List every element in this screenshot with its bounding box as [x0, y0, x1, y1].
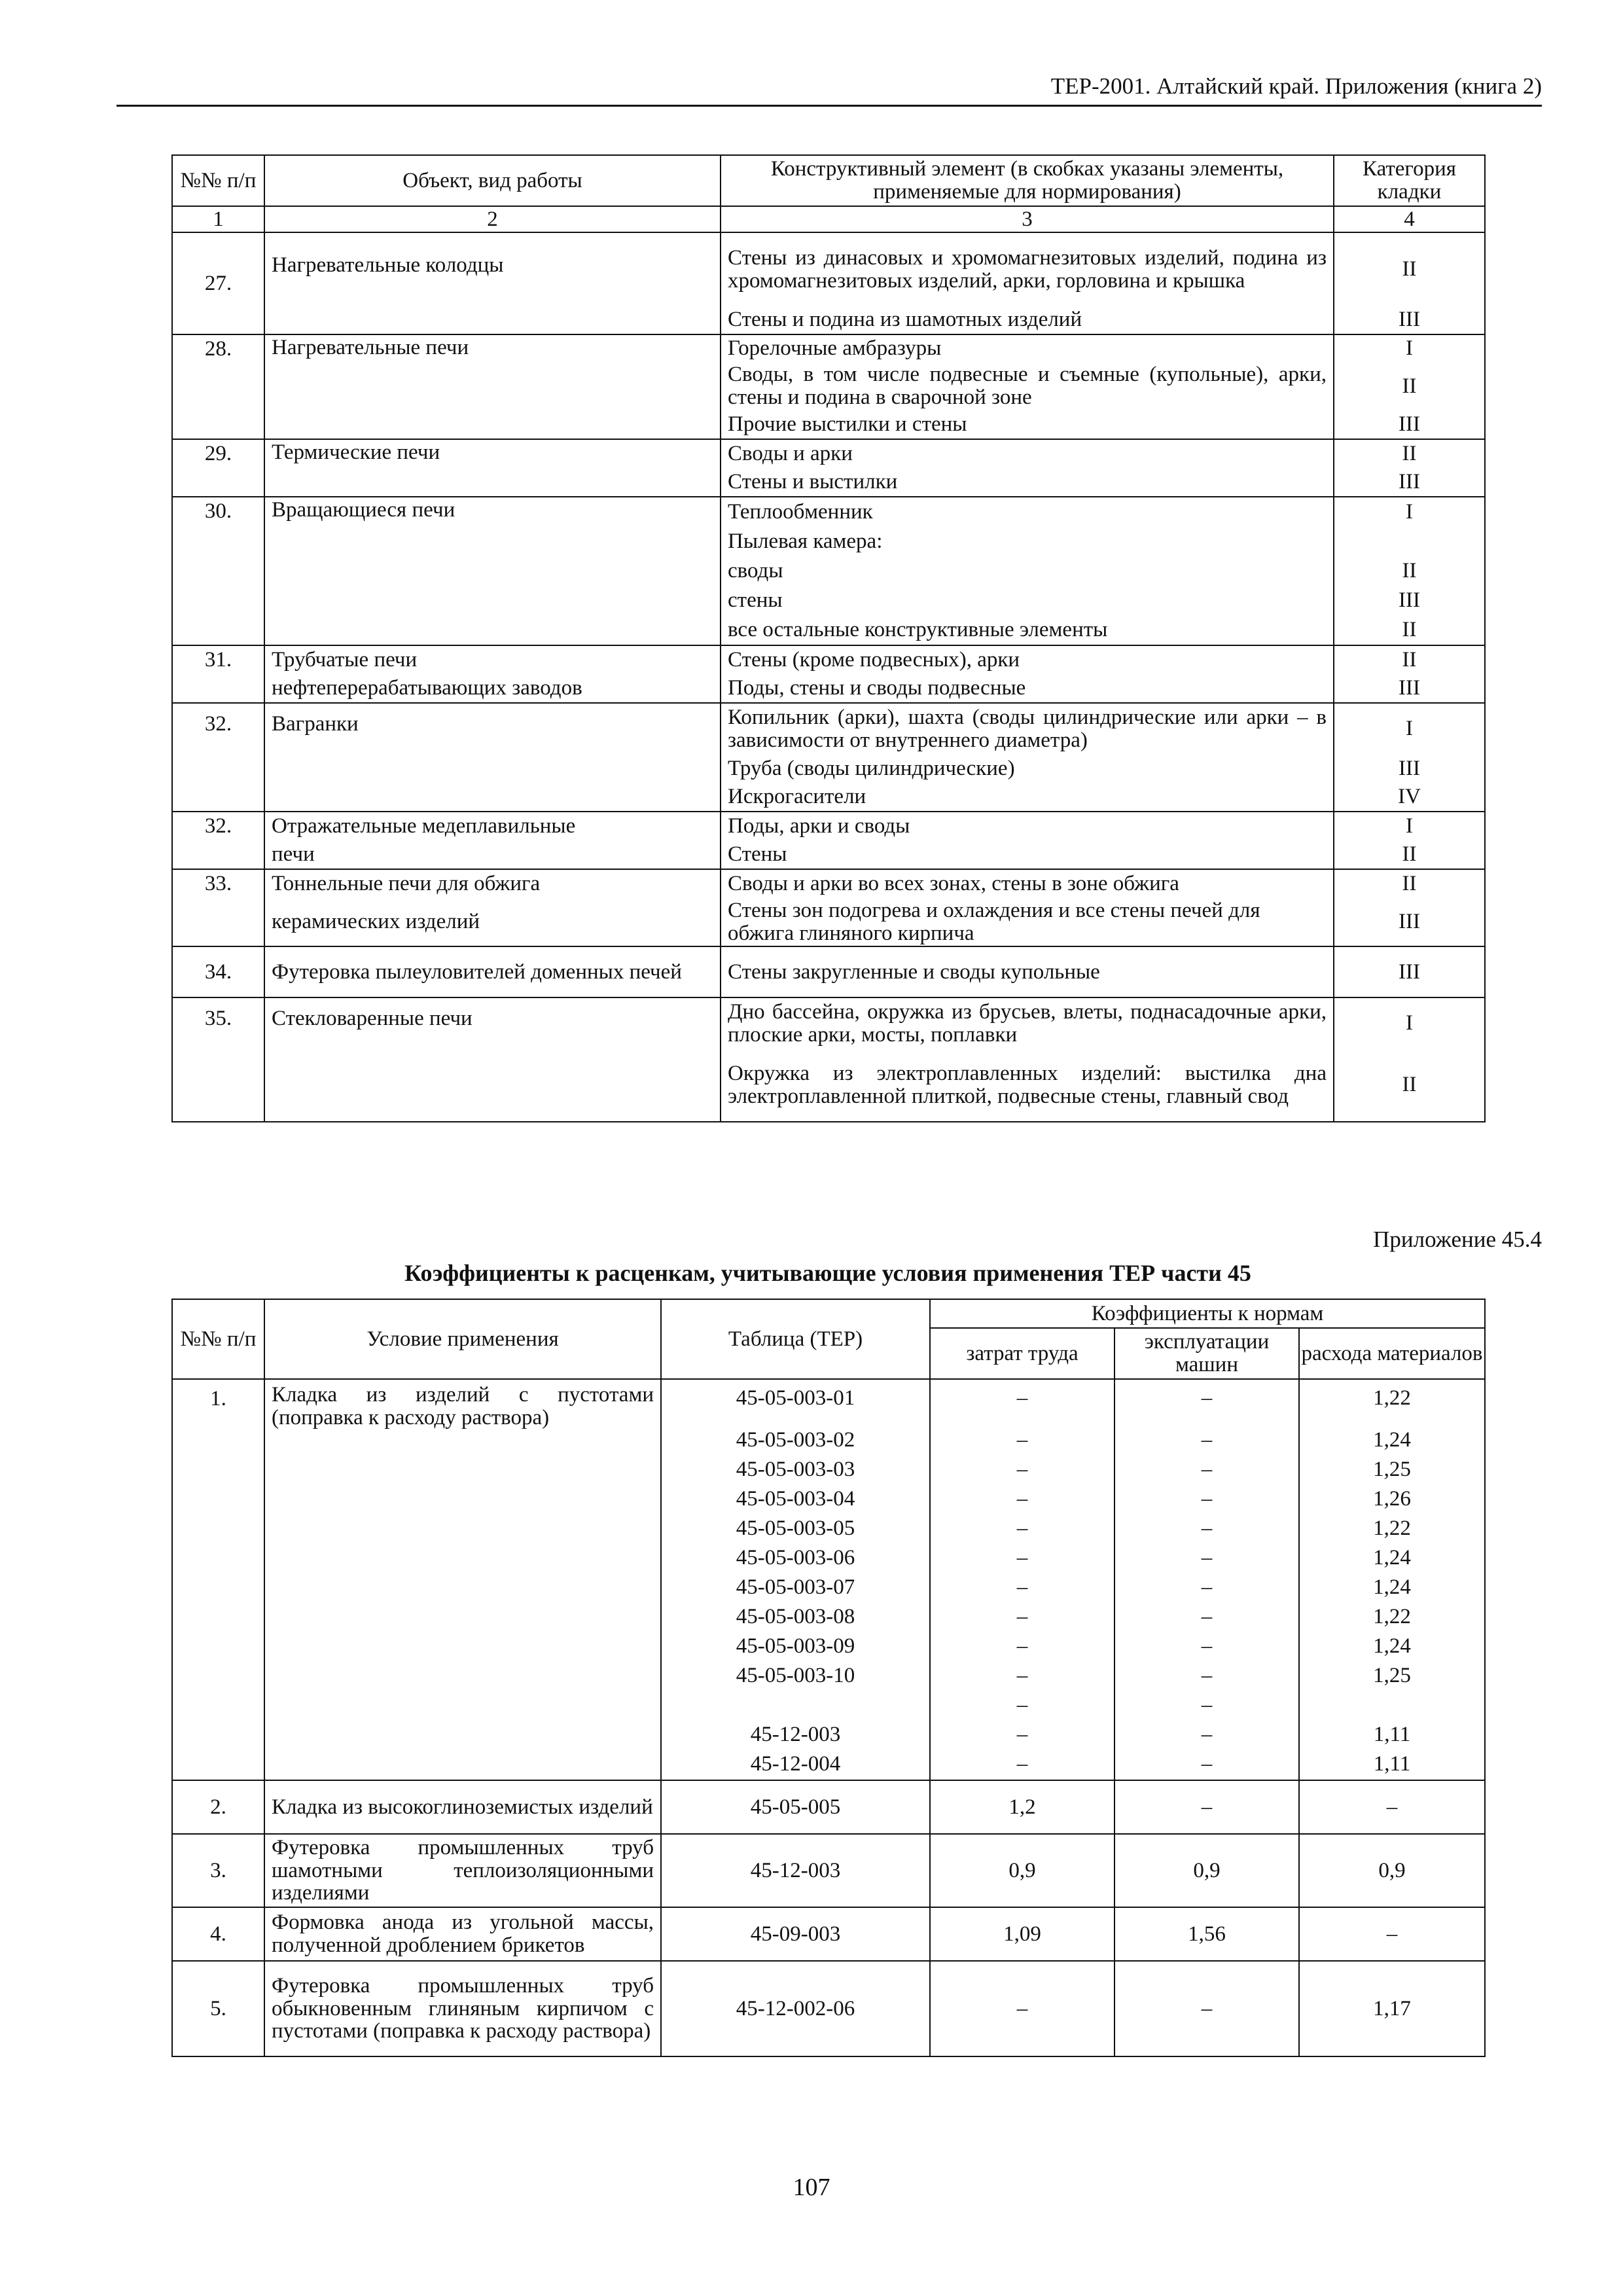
- row-category: II: [1334, 645, 1485, 674]
- row-element: Дно бассейна, окружка из брусьев, влеты, поднасадочные арки, плоские арки, мосты, поплавки: [721, 997, 1334, 1049]
- subline-labor: –: [1016, 1693, 1028, 1717]
- row-element: Своды, в том числе подвесные и съемные (купольные), арки, стены и подина в сварочной зоне: [721, 362, 1334, 410]
- page-number: 107: [793, 2174, 830, 2201]
- row-element: Искрогасители: [721, 783, 1334, 812]
- header-materials: расхода материалов: [1299, 1328, 1485, 1379]
- subline-materials: 1,22: [1373, 1516, 1411, 1540]
- row-object: печи: [264, 840, 721, 869]
- row-material-values: [1299, 1379, 1485, 1780]
- row-category: I: [1334, 997, 1485, 1049]
- subline-labor: –: [1016, 1664, 1028, 1687]
- header-coef-group: Коэффициенты к нормам: [930, 1299, 1485, 1328]
- subline-materials: 1,22: [1373, 1605, 1411, 1628]
- subline-machines: –: [1201, 1386, 1213, 1410]
- row-category: II: [1334, 869, 1485, 898]
- row-num: 31.: [172, 645, 264, 703]
- row-num: 30.: [172, 497, 264, 645]
- row-element: Стены (кроме подвесных), арки: [721, 645, 1334, 674]
- row-materials: 1,17: [1299, 1961, 1485, 2056]
- row-object: нефтеперерабатывающих заводов: [264, 674, 721, 703]
- row-materials: –: [1299, 1780, 1485, 1834]
- row-materials: 0,9: [1299, 1834, 1485, 1907]
- subline-materials: 1,22: [1373, 1386, 1411, 1410]
- subline-table-code: 45-05-003-09: [736, 1634, 855, 1658]
- subline-machines: –: [1201, 1693, 1213, 1717]
- colnum-4: 4: [1334, 206, 1485, 232]
- subline-table-code: 45-05-003-05: [736, 1516, 855, 1540]
- table-row: [172, 1834, 1485, 1907]
- table-row: [172, 946, 1485, 997]
- subline-labor: –: [1016, 1487, 1028, 1511]
- row-object: Трубчатые печи: [264, 645, 721, 674]
- table-row: [172, 997, 1485, 1049]
- row-num: 3.: [172, 1834, 264, 1907]
- row-condition: Кладка из высокоглиноземистых изделий: [264, 1780, 661, 1834]
- row-num: 32.: [172, 703, 264, 812]
- subline-machines: –: [1201, 1458, 1213, 1481]
- row-materials: –: [1299, 1907, 1485, 1961]
- subline-materials: 1,24: [1373, 1546, 1411, 1570]
- row-num: 32.: [172, 812, 264, 869]
- header-object: Объект, вид работы: [264, 155, 721, 206]
- row-object: Нагревательные колодцы: [264, 232, 721, 334]
- subline-labor: –: [1016, 1516, 1028, 1540]
- subline-materials: 1,24: [1373, 1575, 1411, 1599]
- table-row: [172, 334, 1485, 362]
- row-table: 45-12-002-06: [661, 1961, 930, 2056]
- row-object: Стекловаренные печи: [264, 997, 721, 1122]
- row-element: все остальные конструктивные элементы: [721, 615, 1334, 645]
- row-category: III: [1334, 306, 1485, 334]
- row-condition: Футеровка промышленных труб обыкновенным глиняным кирпичом с пустотами (поправка к расходу раствора): [264, 1961, 661, 2056]
- header-title: ТЕР-2001. Алтайский край. Приложения (книга 2): [1050, 73, 1542, 99]
- table-row: [172, 1961, 1485, 2056]
- table-row: [172, 439, 1485, 468]
- subline-table-code: 45-05-003-03: [736, 1458, 855, 1481]
- subline-labor: –: [1016, 1575, 1028, 1599]
- row-category: III: [1334, 586, 1485, 615]
- table-row: [172, 674, 1485, 703]
- row-element: Стены зон подогрева и охлаждения и все стены печей для обжига глиняного кирпича: [721, 898, 1334, 946]
- row-num: 27.: [172, 232, 264, 334]
- row-element: Теплообменник: [721, 497, 1334, 527]
- colnum-1: 1: [172, 206, 264, 232]
- row-element: своды: [721, 556, 1334, 586]
- row-machines: –: [1115, 1780, 1299, 1834]
- row-num: 33.: [172, 869, 264, 946]
- row-condition: Кладка из изделий с пустотами (поправка к расходу раствора): [264, 1379, 661, 1780]
- row-category: I: [1334, 334, 1485, 362]
- subline-machines: –: [1201, 1575, 1213, 1599]
- colnum-2: 2: [264, 206, 721, 232]
- header-num: №№ п/п: [172, 1299, 264, 1379]
- table-row: [172, 840, 1485, 869]
- row-num: 2.: [172, 1780, 264, 1834]
- row-element: Горелочные амбразуры: [721, 334, 1334, 362]
- running-header: [116, 71, 1542, 107]
- row-element: стены: [721, 586, 1334, 615]
- subline-table-code: 45-05-003-06: [736, 1546, 855, 1570]
- row-category: I: [1334, 497, 1485, 527]
- row-category: II: [1334, 840, 1485, 869]
- table-row: [172, 869, 1485, 898]
- row-element: Стены и выстилки: [721, 468, 1334, 497]
- subline-materials: [1300, 1691, 1484, 1720]
- row-category: I: [1334, 812, 1485, 840]
- column-number-row: [172, 206, 1485, 232]
- masonry-category-table: [171, 154, 1486, 1122]
- subline-table-code: 45-05-003-02: [736, 1428, 855, 1452]
- row-category: II: [1334, 362, 1485, 410]
- subline-machines: –: [1201, 1605, 1213, 1628]
- subline-labor: –: [1016, 1605, 1028, 1628]
- row-object: Нагревательные печи: [264, 334, 721, 439]
- row-num: 1.: [172, 1379, 264, 1780]
- row-element: Своды и арки во всех зонах, стены в зоне обжига: [721, 869, 1334, 898]
- row-element: Своды и арки: [721, 439, 1334, 468]
- row-machines: 1,56: [1115, 1907, 1299, 1961]
- row-category: II: [1334, 615, 1485, 645]
- row-object: Вагранки: [264, 703, 721, 812]
- subline-machines: –: [1201, 1634, 1213, 1658]
- subline-table-code: 45-12-004: [750, 1752, 841, 1776]
- subline-table-code: 45-05-003-04: [736, 1487, 855, 1511]
- row-element: Прочие выстилки и стены: [721, 410, 1334, 439]
- row-object: Футеровка пылеуловителей доменных печей: [264, 946, 721, 997]
- subline-machines: –: [1201, 1487, 1213, 1511]
- table-caption: Коэффициенты к расценкам, учитывающие условия применения ТЕР части 45: [404, 1260, 1251, 1286]
- row-object: керамических изделий: [264, 898, 721, 946]
- subline-labor: –: [1016, 1428, 1028, 1452]
- row-object: Отражательные медеплавильные: [264, 812, 721, 840]
- subline-labor: –: [1016, 1458, 1028, 1481]
- table-row: [172, 497, 1485, 527]
- row-labor-values: [930, 1379, 1115, 1780]
- header-num: №№ п/п: [172, 155, 264, 206]
- subline-table-code: 45-05-003-10: [736, 1664, 855, 1687]
- row-element: Стены из динасовых и хромомагнезитовых изделий, подина из хромомагнезитовых изделий, арки, горловина и крышка: [721, 232, 1334, 306]
- row-element: Пылевая камера:: [721, 527, 1334, 556]
- subline-labor: –: [1016, 1634, 1028, 1658]
- row-num: 4.: [172, 1907, 264, 1961]
- row-element: Стены и подина из шамотных изделий: [721, 306, 1334, 334]
- row-category: II: [1334, 439, 1485, 468]
- subline-machines: –: [1201, 1516, 1213, 1540]
- row-category: III: [1334, 946, 1485, 997]
- subline-materials: 1,24: [1373, 1634, 1411, 1658]
- colnum-3: 3: [721, 206, 1334, 232]
- table-row: [172, 703, 1485, 754]
- subline-machines: –: [1201, 1428, 1213, 1452]
- row-category: III: [1334, 754, 1485, 783]
- table-row: [172, 812, 1485, 840]
- row-condition: Футеровка промышленных труб шамотными теплоизоляционными изделиями: [264, 1834, 661, 1907]
- row-element: Поды, арки и своды: [721, 812, 1334, 840]
- subline-machines: –: [1201, 1546, 1213, 1570]
- subline-materials: 1,25: [1373, 1664, 1411, 1687]
- row-category: III: [1334, 410, 1485, 439]
- header-element: Конструктивный элемент (в скобках указаны элементы, применяемые для нормирования): [721, 155, 1334, 206]
- subline-labor: –: [1016, 1386, 1028, 1410]
- header-table: Таблица (ТЕР): [661, 1299, 930, 1379]
- row-category: II: [1334, 556, 1485, 586]
- row-labor: 1,09: [930, 1907, 1115, 1961]
- subline-materials: 1,11: [1373, 1752, 1411, 1776]
- subline-table-code: 45-05-003-08: [736, 1605, 855, 1628]
- subline-labor: –: [1016, 1723, 1028, 1746]
- row-category: I: [1334, 703, 1485, 754]
- row-category: II: [1334, 1049, 1485, 1122]
- row-object: Тоннельные печи для обжига: [264, 869, 721, 898]
- row-category: III: [1334, 674, 1485, 703]
- row-num: 29.: [172, 439, 264, 497]
- row-category: III: [1334, 898, 1485, 946]
- table-header-row: [172, 1299, 1485, 1328]
- row-category: III: [1334, 468, 1485, 497]
- row-table: 45-12-003: [661, 1834, 930, 1907]
- row-element: Труба (своды цилиндрические): [721, 754, 1334, 783]
- subline-machines: –: [1201, 1723, 1213, 1746]
- subline-labor: –: [1016, 1752, 1028, 1776]
- subline-machines: –: [1201, 1664, 1213, 1687]
- row-category: II: [1334, 232, 1485, 306]
- row-num: 28.: [172, 334, 264, 439]
- row-table-codes: [661, 1379, 930, 1780]
- table-row: [172, 1780, 1485, 1834]
- row-object: Термические печи: [264, 439, 721, 497]
- subline-table-code: 45-05-003-01: [736, 1386, 855, 1410]
- row-element: Копильник (арки), шахта (своды цилиндрические или арки – в зависимости от внутреннего диаметра): [721, 703, 1334, 754]
- subline-table-code: 45-12-003: [750, 1723, 841, 1746]
- row-element: Поды, стены и своды подвесные: [721, 674, 1334, 703]
- row-element: Стены закругленные и своды купольные: [721, 946, 1334, 997]
- header-category: Категория кладки: [1334, 155, 1485, 206]
- row-machines: 0,9: [1115, 1834, 1299, 1907]
- subline-materials: 1,24: [1373, 1428, 1411, 1452]
- table-row: [172, 1379, 1485, 1780]
- table-row: [172, 232, 1485, 306]
- row-condition: Формовка анода из угольной массы, полученной дроблением брикетов: [264, 1907, 661, 1961]
- row-element: Окружка из электроплавленных изделий: выстилка дна электроплавленной плиткой, подвесные стены, главный свод: [721, 1049, 1334, 1122]
- subline-materials: 1,25: [1373, 1458, 1411, 1481]
- table-row: [172, 898, 1485, 946]
- row-labor: 1,2: [930, 1780, 1115, 1834]
- subline-materials: 1,11: [1373, 1723, 1411, 1746]
- table-header-row: [172, 155, 1485, 206]
- row-labor: –: [930, 1961, 1115, 2056]
- row-num: 5.: [172, 1961, 264, 2056]
- row-category: IV: [1334, 783, 1485, 812]
- subline-table-code: 45-05-003-07: [736, 1575, 855, 1599]
- row-labor: 0,9: [930, 1834, 1115, 1907]
- row-category: [1334, 527, 1485, 556]
- coefficients-table: [171, 1299, 1486, 2057]
- subline-labor: –: [1016, 1546, 1028, 1570]
- table-row: [172, 645, 1485, 674]
- row-object: Вращающиеся печи: [264, 497, 721, 645]
- table-row: [172, 1907, 1485, 1961]
- header-machines: эксплуатации машин: [1115, 1328, 1299, 1379]
- row-num: 35.: [172, 997, 264, 1122]
- row-num: 34.: [172, 946, 264, 997]
- row-machines: –: [1115, 1961, 1299, 2056]
- row-machine-values: [1115, 1379, 1299, 1780]
- row-table: 45-05-005: [661, 1780, 930, 1834]
- subline-machines: –: [1201, 1752, 1213, 1776]
- header-condition: Условие применения: [264, 1299, 661, 1379]
- subline-table-code: [662, 1691, 929, 1720]
- header-labor: затрат труда: [930, 1328, 1115, 1379]
- row-element: Стены: [721, 840, 1334, 869]
- subline-materials: 1,26: [1373, 1487, 1411, 1511]
- appendix-label: Приложение 45.4: [1373, 1227, 1542, 1252]
- row-table: 45-09-003: [661, 1907, 930, 1961]
